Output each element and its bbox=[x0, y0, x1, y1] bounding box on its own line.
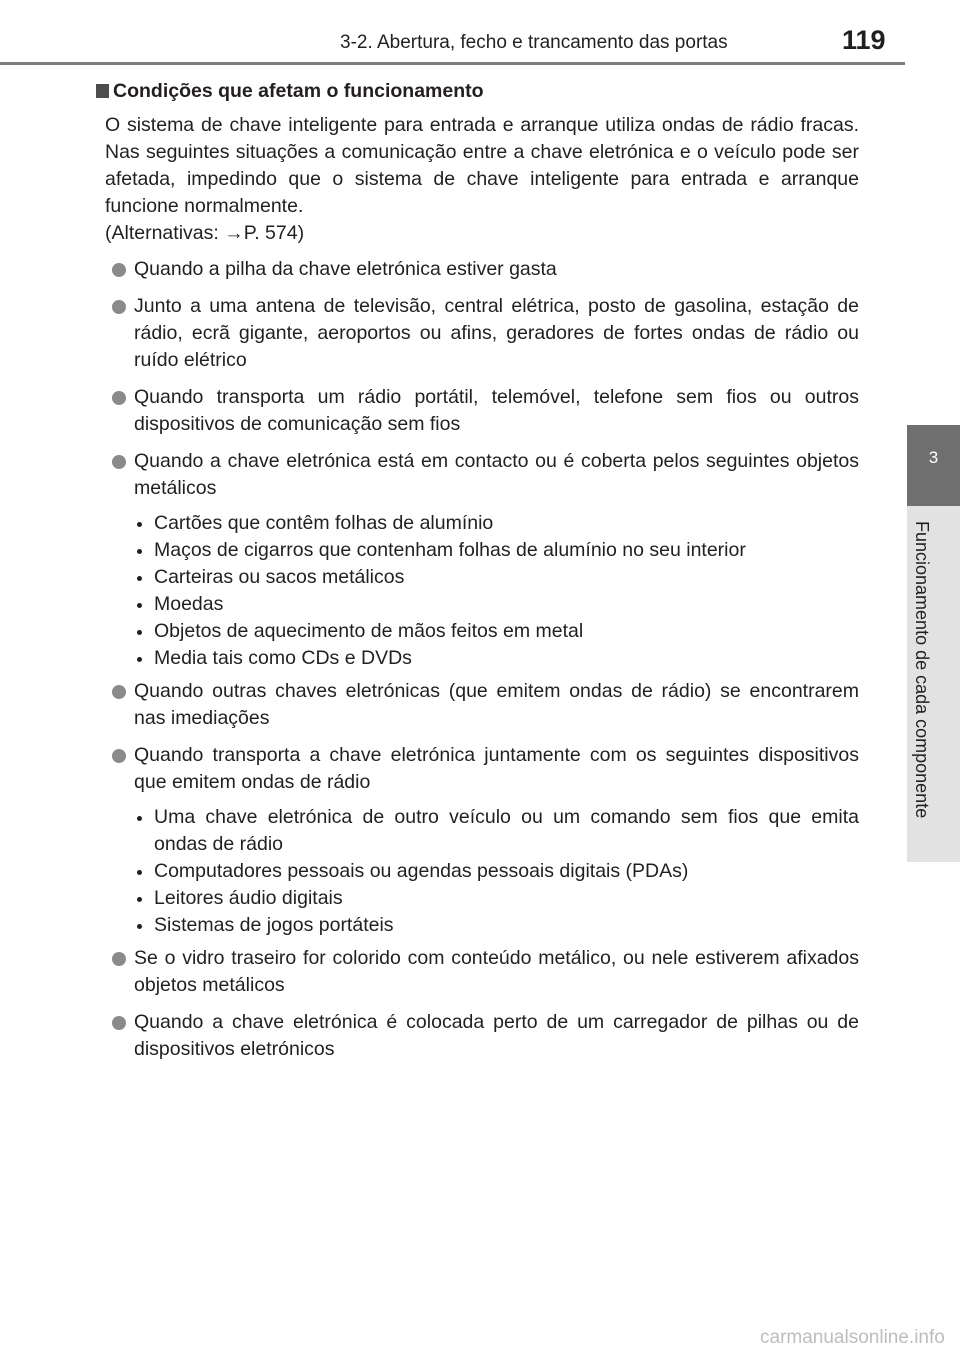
list-item bbox=[96, 448, 859, 502]
list-item-text: Quando a chave eletrónica está em contacto ou é coberta pelos seguintes objetos metálicos bbox=[134, 450, 859, 499]
sub-list-item bbox=[134, 510, 859, 537]
sub-list-item-text: Carteiras ou sacos metálicos bbox=[154, 566, 405, 588]
list-item-text: Quando transporta um rádio portátil, telemóvel, telefone sem fios ou outros dispositivos de comunicação sem fios bbox=[134, 386, 859, 435]
small-bullet-icon bbox=[137, 630, 142, 635]
small-bullet-icon bbox=[137, 897, 142, 902]
page-number: 119 bbox=[842, 25, 886, 55]
chapter-label: Funcionamento de cada componente bbox=[912, 521, 932, 819]
sub-list bbox=[134, 804, 859, 939]
list-item bbox=[96, 945, 859, 999]
sub-list-item bbox=[134, 591, 859, 618]
small-bullet-icon bbox=[137, 522, 142, 527]
list-item bbox=[96, 1009, 859, 1063]
list-item bbox=[96, 678, 859, 732]
sub-list-item-text: Uma chave eletrónica de outro veículo ou um comando sem fios que emita ondas de rádio bbox=[154, 806, 859, 855]
circle-bullet-icon bbox=[112, 300, 126, 314]
circle-bullet-icon bbox=[112, 1016, 126, 1030]
list-item bbox=[96, 293, 859, 374]
sub-list-item-text: Cartões que contêm folhas de alumínio bbox=[154, 512, 494, 534]
list-item-text: Quando a chave eletrónica é colocada perto de um carregador de pilhas ou de dispositivos eletrónicos bbox=[134, 1011, 859, 1060]
sub-list-item-text: Leitores áudio digitais bbox=[154, 887, 343, 909]
sub-list-item bbox=[134, 537, 859, 564]
sub-list-item-text: Objetos de aquecimento de mãos feitos em metal bbox=[154, 620, 584, 642]
section-heading bbox=[96, 78, 859, 105]
small-bullet-icon bbox=[137, 816, 142, 821]
list-item-text: Quando outras chaves eletrónicas (que emitem ondas de rádio) se encontrarem nas imediações bbox=[134, 680, 859, 729]
sub-list-item bbox=[134, 804, 859, 858]
list-item bbox=[96, 256, 859, 283]
circle-bullet-icon bbox=[112, 455, 126, 469]
sub-list-item bbox=[134, 858, 859, 885]
list-item bbox=[96, 742, 859, 796]
circle-bullet-icon bbox=[112, 391, 126, 405]
sub-list bbox=[134, 510, 859, 672]
list-item-text: Se o vidro traseiro for colorido com conteúdo metálico, ou nele estiverem afixados objetos metálicos bbox=[134, 947, 859, 996]
condition-list bbox=[96, 256, 859, 1063]
small-bullet-icon bbox=[137, 576, 142, 581]
sub-list-item-text: Sistemas de jogos portáteis bbox=[154, 914, 394, 936]
header-rule bbox=[0, 62, 905, 65]
sub-list-item-text: Moedas bbox=[154, 593, 224, 615]
sub-list-item-text: Media tais como CDs e DVDs bbox=[154, 647, 412, 669]
list-item-text: Quando a pilha da chave eletrónica estiver gasta bbox=[134, 258, 557, 280]
chapter-tab-number: 3 bbox=[928, 448, 939, 467]
square-bullet-icon bbox=[96, 84, 109, 98]
sub-list-item bbox=[134, 645, 859, 672]
alternatives-reference: (Alternativas: →P. 574) bbox=[105, 222, 305, 244]
small-bullet-icon bbox=[137, 924, 142, 929]
circle-bullet-icon bbox=[112, 749, 126, 763]
sub-list-item-text: Computadores pessoais ou agendas pessoais digitais (PDAs) bbox=[154, 860, 689, 882]
sub-list-item bbox=[134, 885, 859, 912]
sub-list-item bbox=[134, 564, 859, 591]
small-bullet-icon bbox=[137, 603, 142, 608]
list-item-text: Quando transporta a chave eletrónica juntamente com os seguintes dispositivos que emitem ondas de rádio bbox=[134, 744, 859, 793]
small-bullet-icon bbox=[137, 870, 142, 875]
circle-bullet-icon bbox=[112, 952, 126, 966]
header-title: 3-2. Abertura, fecho e trancamento das portas bbox=[340, 32, 728, 53]
sub-list-item bbox=[134, 618, 859, 645]
list-item bbox=[96, 384, 859, 438]
small-bullet-icon bbox=[137, 657, 142, 662]
page-content bbox=[96, 78, 859, 1073]
sub-list-item-text: Maços de cigarros que contenham folhas de alumínio no seu interior bbox=[154, 539, 746, 561]
list-item-text: Junto a uma antena de televisão, central elétrica, posto de gasolina, estação de rádio, ecrã gigante, aeroportos ou afins, geradores de fortes ondas de rádio ou ruído elétrico bbox=[134, 295, 859, 371]
circle-bullet-icon bbox=[112, 685, 126, 699]
section-heading-text: Condições que afetam o funcionamento bbox=[113, 80, 484, 102]
intro-paragraph: O sistema de chave inteligente para entrada e arranque utiliza ondas de rádio fracas. Nas seguintes situações a comunicação entre a chave eletrónica e o veículo pode ser afetada, impedindo que o sistema de chave inteligente para entrada e arranque funcione normalmente. bbox=[105, 114, 859, 217]
small-bullet-icon bbox=[137, 549, 142, 554]
watermark: carmanualsonline.info bbox=[760, 1327, 945, 1348]
sub-list-item bbox=[134, 912, 859, 939]
circle-bullet-icon bbox=[112, 263, 126, 277]
